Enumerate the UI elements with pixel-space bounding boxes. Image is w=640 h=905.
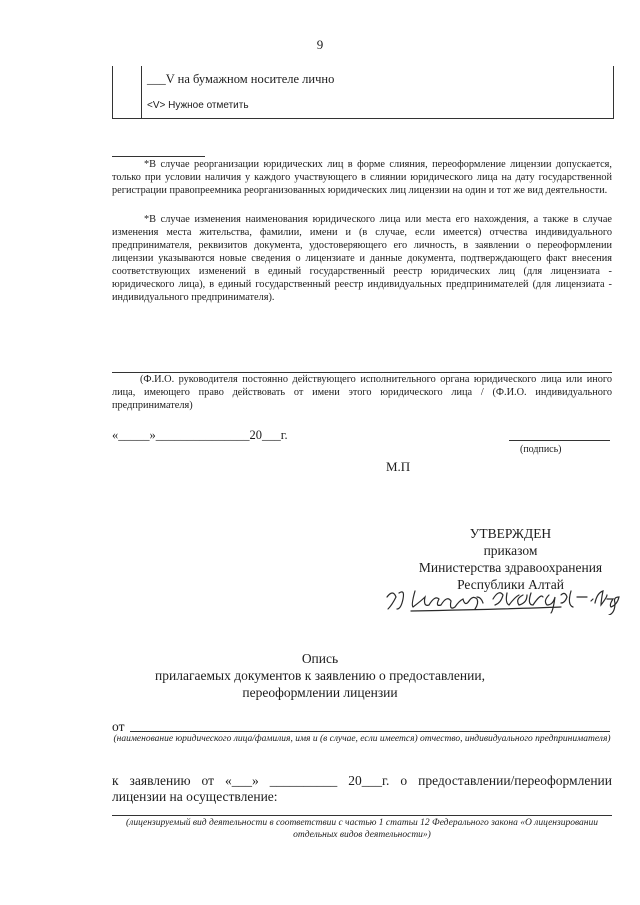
application-reference: к заявлению от «___» __________ 20___г. о предоставлении/переоформлении лицензии на осуществление: [112,773,612,804]
inventory-subtitle-2: переоформлении лицензии [242,685,398,700]
signature-line [509,440,610,441]
mark-note: <V> Нужное отметить [147,100,249,111]
approval-order: приказом [483,543,538,558]
approval-title: УТВЕРЖДЕН [469,526,552,541]
delivery-option: ___V на бумажном носителе лично [147,72,335,86]
from-caption: (наименование юридического лица/фамилия, имя и (в случае, если имеется) отчество, индивидуального предпринимателя) [113,734,611,744]
signature-caption: (подпись) [520,444,562,455]
seal-place: М.П [386,459,411,474]
approval-republic: Республики Алтай [457,577,564,592]
approval-ministry: Министерства здравоохранения [418,560,603,575]
from-line [130,731,610,732]
handwritten-date-signature [381,583,626,615]
name-caption: (Ф.И.О. руководителя постоянно действующего исполнительного органа юридического лица или иного лица, имеющего право действовать от имени этого юридического лица / (Ф.И.О. индивидуального предпринимателя) [112,374,612,411]
inventory-subtitle-1: прилагаемых документов к заявлению о предоставлении, [155,668,485,683]
footnote-name-change: *В случае изменения наименования юридического лица или места его нахождения, а также в случае изменения места жительства, фамилии, имени и (в случае, если имеется) отчества индивидуального предпринимателя, реквизитов документа, удостоверяющего его личность, в заявлении о переоформлении лицензии указываются новые сведения о лицензиате и данные документа, подтверждающего факт внесения соответствующих изменений в единый государственный реестр юридических лиц (для лицензиата - юридического лица), в единый государственный реестр индивидуальных предпринимателей (для лицензиата - индивидуального предпринимателя). [112,214,612,303]
date-line: «_____»_______________20___г. [112,428,288,442]
activity-line [112,815,612,816]
activity-caption: (лицензируемый вид деятельности в соответствии с частью 1 статьи 12 Федерального закона «О лицензировании отдельных видов деятельности») [126,818,598,840]
inventory-title: Опись [301,651,339,666]
delivery-method-table [112,66,614,119]
table-divider [141,66,142,118]
page-number: 9 [316,37,324,52]
from-label: от [112,719,125,734]
footnote-reorganization: *В случае реорганизации юридических лиц в форме слияния, переоформление лицензии допускается, только при условии наличия у каждого участвующего в слиянии юридического лица на дату государственной регистрации правопреемника реорганизованных юридических лиц лицензии на один и тот же вид деятельности. [112,159,612,196]
footnote-separator [112,156,205,157]
